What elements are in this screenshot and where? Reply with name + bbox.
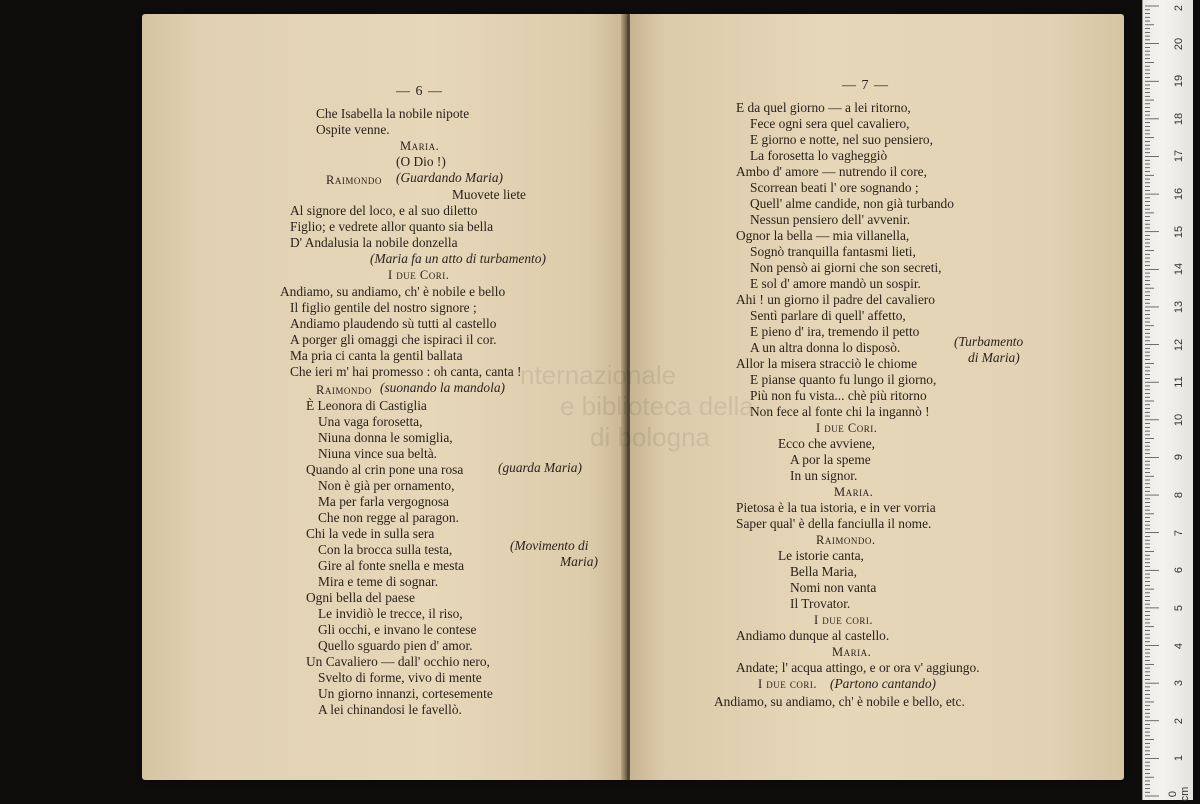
page-number-right: — 7 —: [842, 78, 889, 93]
ruler-number: 16: [1173, 187, 1185, 201]
text-line: Niuna donna le somiglia,: [318, 430, 453, 445]
right-page: [630, 14, 1124, 780]
ruler-number: 0 cm: [1167, 786, 1191, 802]
text-line: A un altra donna lo disposò.: [750, 340, 901, 355]
text-line: Chi la vede in sulla sera: [306, 526, 435, 541]
text-line: Allor la misera stracciò le chiome: [736, 356, 918, 371]
text-line: Un giorno innanzi, cortesemente: [318, 686, 493, 701]
text-line: È Leonora di Castiglia: [306, 398, 427, 413]
ruler-ticks: [1143, 0, 1193, 800]
ruler-number: 10: [1173, 413, 1185, 426]
ruler-number: 15: [1173, 225, 1185, 238]
ruler-number: 13: [1173, 300, 1185, 314]
text-line: Sognò tranquilla fantasmi lieti,: [750, 244, 916, 259]
text-line: A por la speme: [790, 452, 871, 467]
text-line: Che ieri m' hai promesso : oh canta, canta !: [290, 364, 522, 379]
text-line: Quell' alme candide, non già turbando: [750, 196, 954, 211]
text-line: Scorrean beati l' ore sognando ;: [750, 180, 919, 195]
text-line: Andiamo dunque al castello.: [736, 628, 890, 643]
ruler-number: 18: [1173, 112, 1185, 125]
text-line: A porger gli omaggi che ispiraci il cor.: [290, 332, 497, 347]
text-line: Quello sguardo pien d' amor.: [318, 638, 473, 653]
text-line: Fece ogni sera quel cavaliero,: [750, 116, 910, 131]
text-line: Quando al crin pone una rosa: [306, 462, 464, 477]
ruler-number: 9: [1173, 454, 1185, 461]
text-line: Il Trovator.: [790, 596, 851, 611]
text-line: Più non fu vista... chè più ritorno: [750, 388, 927, 403]
text-line: Nomi non vanta: [790, 580, 877, 595]
text-line: Andiamo plaudendo sù tutti al castello: [290, 316, 497, 331]
page-number-left: — 6 —: [396, 84, 443, 99]
text-line: Ognor la bella — mia villanella,: [736, 228, 910, 243]
stage-direction: (Partono cantando): [830, 676, 936, 691]
speaker-label: I due cori.: [758, 677, 818, 691]
ruler-number: 2: [1173, 4, 1185, 12]
text-line: Sentì parlare di quell' affetto,: [750, 308, 906, 323]
ruler-number: 8: [1173, 491, 1185, 499]
speaker-label: Raimondo.: [816, 533, 876, 547]
text-line: Niuna vince sua beltà.: [318, 446, 437, 461]
speaker-label: I due Cori.: [816, 421, 878, 435]
ruler-number: 12: [1173, 338, 1185, 351]
text-line: Saper qual' è della fanciulla il nome.: [736, 516, 932, 531]
speaker-label: Raimondo: [316, 383, 372, 397]
text-line: Andiamo, su andiamo, ch' è nobile e bello, etc.: [714, 694, 965, 709]
text-line: Che Isabella la nobile nipote: [316, 106, 470, 121]
text-line: A lei chinandosi le favellò.: [318, 702, 462, 717]
stage-direction: (suonando la mandola): [380, 380, 505, 395]
text-line: (O Dio !): [396, 154, 446, 169]
speaker-label: I due Cori.: [388, 268, 450, 282]
text-line: D' Andalusia la nobile donzella: [290, 235, 458, 250]
text-line: Andate; l' acqua attingo, e or ora v' aggiungo.: [736, 660, 980, 675]
text-line: Ecco che avviene,: [778, 436, 876, 451]
text-line: Al signore del loco, e al suo diletto: [290, 203, 478, 218]
stage-direction: (guarda Maria): [498, 460, 582, 475]
stage-direction: (Maria fa un atto di turbamento): [370, 251, 546, 266]
text-line: In un signor.: [790, 468, 858, 483]
text-line: E da quel giorno — a lei ritorno,: [736, 100, 911, 115]
ruler-number: 19: [1173, 75, 1185, 88]
text-line: E giorno e notte, nel suo pensiero,: [750, 132, 933, 147]
text-line: Andiamo, su andiamo, ch' è nobile e bello: [280, 284, 506, 299]
stage-direction: di Maria): [968, 350, 1020, 365]
text-line: Non pensò ai giorni che son secreti,: [750, 260, 942, 275]
ruler-number: 5: [1173, 604, 1185, 611]
ruler-number: 3: [1173, 680, 1185, 687]
ruler-number: 20: [1173, 37, 1185, 50]
text-line: Che non regge al paragon.: [318, 510, 459, 525]
speaker-label: Raimondo: [326, 173, 382, 187]
stage-direction: Maria): [560, 554, 598, 569]
stage-direction: (Guardando Maria): [396, 170, 503, 185]
text-line: Ma pria ci canta la gentil ballata: [290, 348, 463, 363]
text-line: Ogni bella del paese: [306, 590, 415, 605]
left-page: [142, 14, 626, 780]
text-line: Pietosa è la tua istoria, e in ver vorria: [736, 500, 936, 515]
text-line: E pianse quanto fu lungo il giorno,: [750, 372, 937, 387]
text-line: Con la brocca sulla testa,: [318, 542, 453, 557]
text-line: Ma per farla vergognosa: [318, 494, 450, 509]
text-line: Ambo d' amore — nutrendo il core,: [736, 164, 927, 179]
ruler-number: 14: [1173, 263, 1185, 276]
text-line: Ahi ! un giorno il padre del cavaliero: [736, 292, 935, 307]
text-line: Bella Maria,: [790, 564, 857, 579]
text-line: Figlio; e vedrete allor quanto sia bella: [290, 219, 494, 234]
speaker-label: Maria.: [832, 645, 872, 659]
ruler-number: 1: [1173, 755, 1185, 762]
text-line: Le invidiò le trecce, il riso,: [318, 606, 463, 621]
text-line: Muovete liete: [452, 187, 526, 202]
ruler-number: 2: [1173, 717, 1185, 724]
text-line: Una vaga forosetta,: [318, 414, 423, 429]
ruler-number: 11: [1173, 376, 1185, 388]
speaker-label: Maria.: [834, 485, 874, 499]
ruler-number: 6: [1173, 567, 1185, 574]
text-line: La forosetta lo vagheggiò: [750, 148, 888, 163]
text-line: Non fece al fonte chi la ingannò !: [750, 404, 930, 419]
speaker-label: I due cori.: [814, 613, 874, 627]
ruler-number: 7: [1173, 529, 1185, 536]
ruler-number: 4: [1173, 642, 1185, 649]
text-line: Non è già per ornamento,: [318, 478, 455, 493]
speaker-label: Maria.: [400, 139, 440, 153]
text-line: Il figlio gentile del nostro signore ;: [290, 300, 477, 315]
ruler-number: 17: [1173, 150, 1185, 163]
open-book-spread: [138, 14, 1128, 780]
text-line: Nessun pensiero dell' avvenir.: [750, 212, 911, 227]
stage-direction: (Turbamento: [954, 334, 1024, 349]
text-line: Le istorie canta,: [778, 548, 864, 563]
stage-direction: (Movimento di: [510, 538, 589, 553]
text-line: E sol d' amore mandò un sospir.: [750, 276, 921, 291]
measuring-ruler: [1142, 0, 1193, 800]
text-line: Ospite venne.: [316, 122, 390, 137]
text-line: Mira e teme di sognar.: [318, 574, 439, 589]
text-line: Gli occhi, e invano le contese: [318, 622, 477, 637]
text-line: Svelto di forme, vivo di mente: [318, 670, 482, 685]
text-line: Un Cavaliero — dall' occhio nero,: [306, 654, 490, 669]
text-line: Gire al fonte snella e mesta: [318, 558, 465, 573]
text-line: E pieno d' ira, tremendo il petto: [750, 324, 920, 339]
